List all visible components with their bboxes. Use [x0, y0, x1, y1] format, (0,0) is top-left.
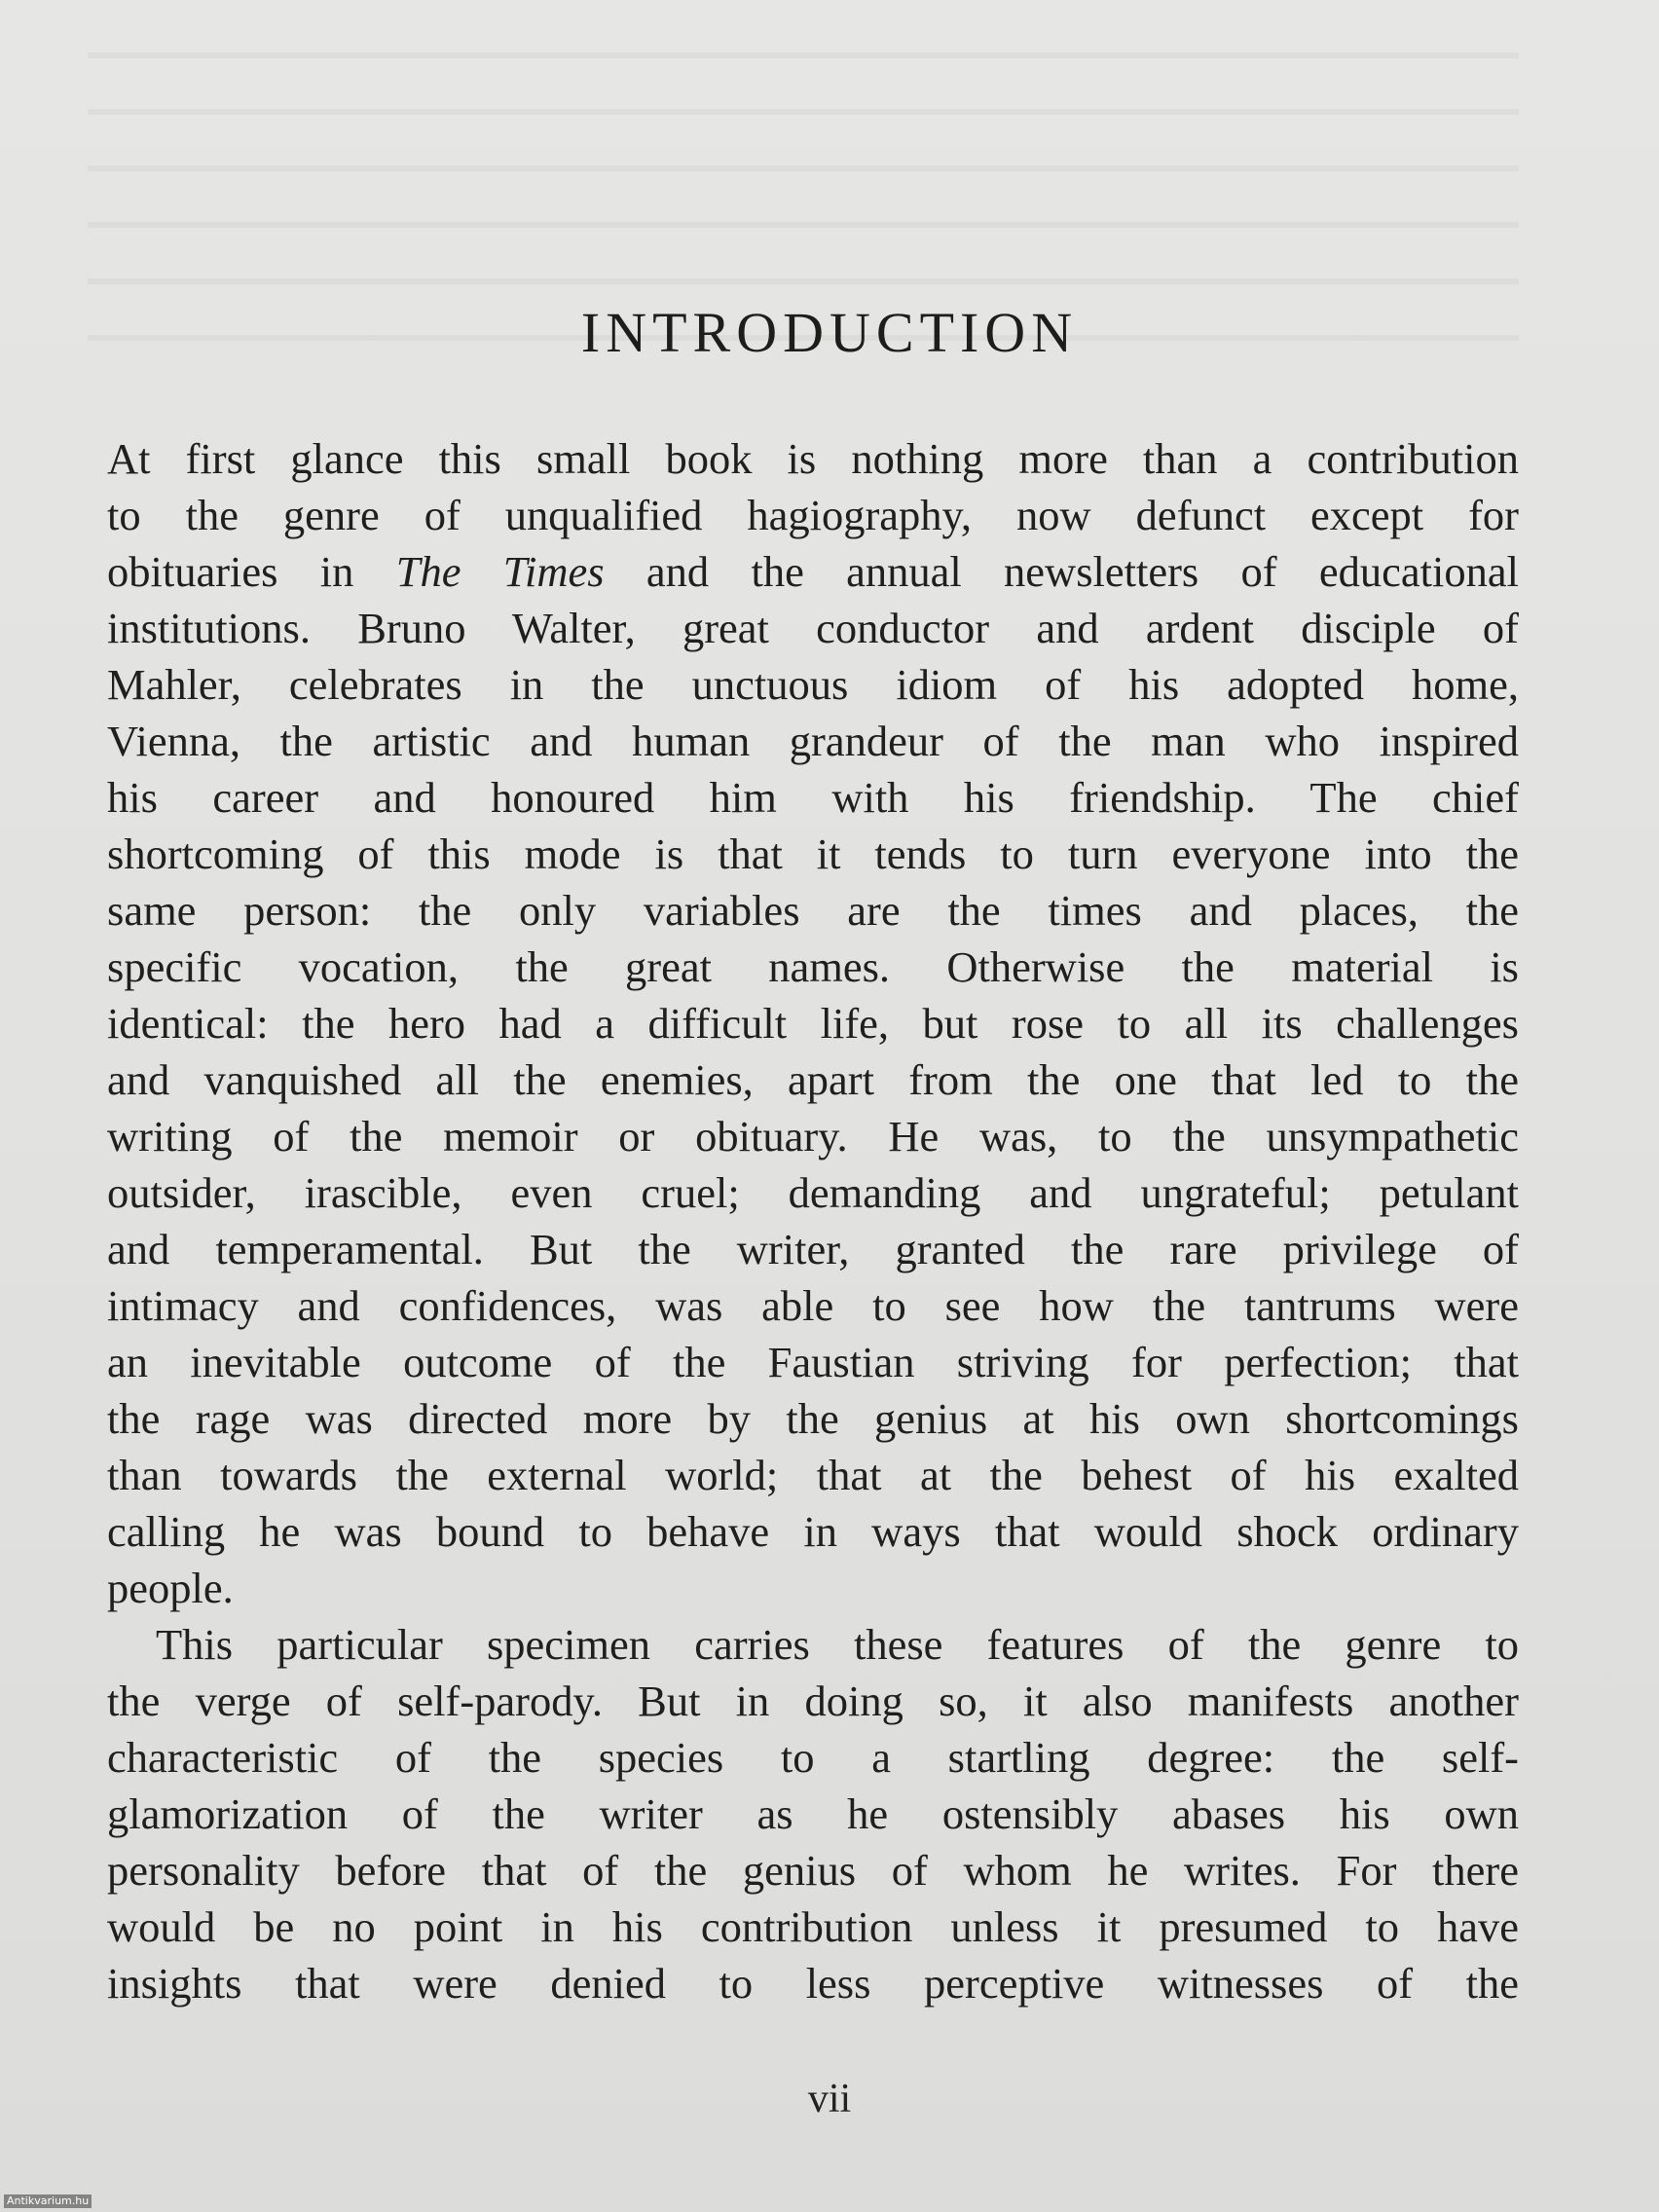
text-line: and vanquished all the enemies, apart from the one that led to the — [107, 1055, 1519, 1104]
text-line: to the genre of unqualified hagiography, now defunct except for — [107, 491, 1519, 539]
text-line: same person: the only variables are the times and places, the — [107, 886, 1519, 935]
watermark-label: Antikvarium.hu — [4, 2194, 92, 2208]
text-line: outsider, irascible, even cruel; demanding and ungrateful; petulant — [107, 1168, 1519, 1217]
text-line: and temperamental. But the writer, granted the rare privilege of — [107, 1225, 1519, 1273]
text-line: an inevitable outcome of the Faustian striving for perfection; that — [107, 1338, 1519, 1386]
text-line: his career and honoured him with his friendship. The chief — [107, 773, 1519, 822]
text-line: the verge of self-parody. But in doing so, it also manifests another — [107, 1677, 1519, 1725]
text-line: people. — [107, 1564, 234, 1612]
body-text — [107, 430, 1519, 2011]
text-segment: obituaries in — [107, 547, 396, 596]
text-line: calling he was bound to behave in ways that would shock ordinary — [107, 1507, 1519, 1556]
text-line: specific vocation, the great names. Otherwise the material is — [107, 942, 1519, 991]
chapter-heading: INTRODUCTION — [580, 301, 1079, 364]
text-line — [107, 543, 1519, 600]
text-line: intimacy and confidences, was able to see how the tantrums were — [107, 1281, 1519, 1330]
text-line: This particular specimen carries these features of the genre to — [156, 1620, 1519, 1669]
text-line: than towards the external world; that at the behest of his exalted — [107, 1451, 1519, 1499]
italic-title: The Times — [395, 547, 605, 596]
text-line: glamorization of the writer as he ostensibly abases his own — [107, 1789, 1519, 1838]
text-line: institutions. Bruno Walter, great conductor and ardent disciple of — [107, 604, 1519, 652]
text-line: writing of the memoir or obituary. He was, to the unsympathetic — [107, 1112, 1519, 1161]
text-line: shortcoming of this mode is that it tends to turn everyone into the — [107, 830, 1519, 878]
text-line: personality before that of the genius of whom he writes. For there — [107, 1846, 1519, 1895]
text-line: Mahler, celebrates in the unctuous idiom of his adopted home, — [107, 660, 1519, 709]
text-line: characteristic of the species to a startling degree: the self- — [107, 1733, 1519, 1782]
page-number: vii — [807, 2077, 852, 2121]
text-line: would be no point in his contribution unless it presumed to have — [107, 1902, 1519, 1951]
text-line: identical: the hero had a difficult life, but rose to all its challenges — [107, 999, 1519, 1048]
text-line: the rage was directed more by the genius at his own shortcomings — [107, 1394, 1519, 1443]
text-line: insights that were denied to less perceptive witnesses of the — [107, 1959, 1519, 2008]
text-segment: and the annual newsletters of educational — [604, 547, 1519, 596]
text-line: At first glance this small book is nothing more than a contribution — [107, 434, 1519, 483]
text-line: Vienna, the artistic and human grandeur of the man who inspired — [107, 717, 1519, 765]
